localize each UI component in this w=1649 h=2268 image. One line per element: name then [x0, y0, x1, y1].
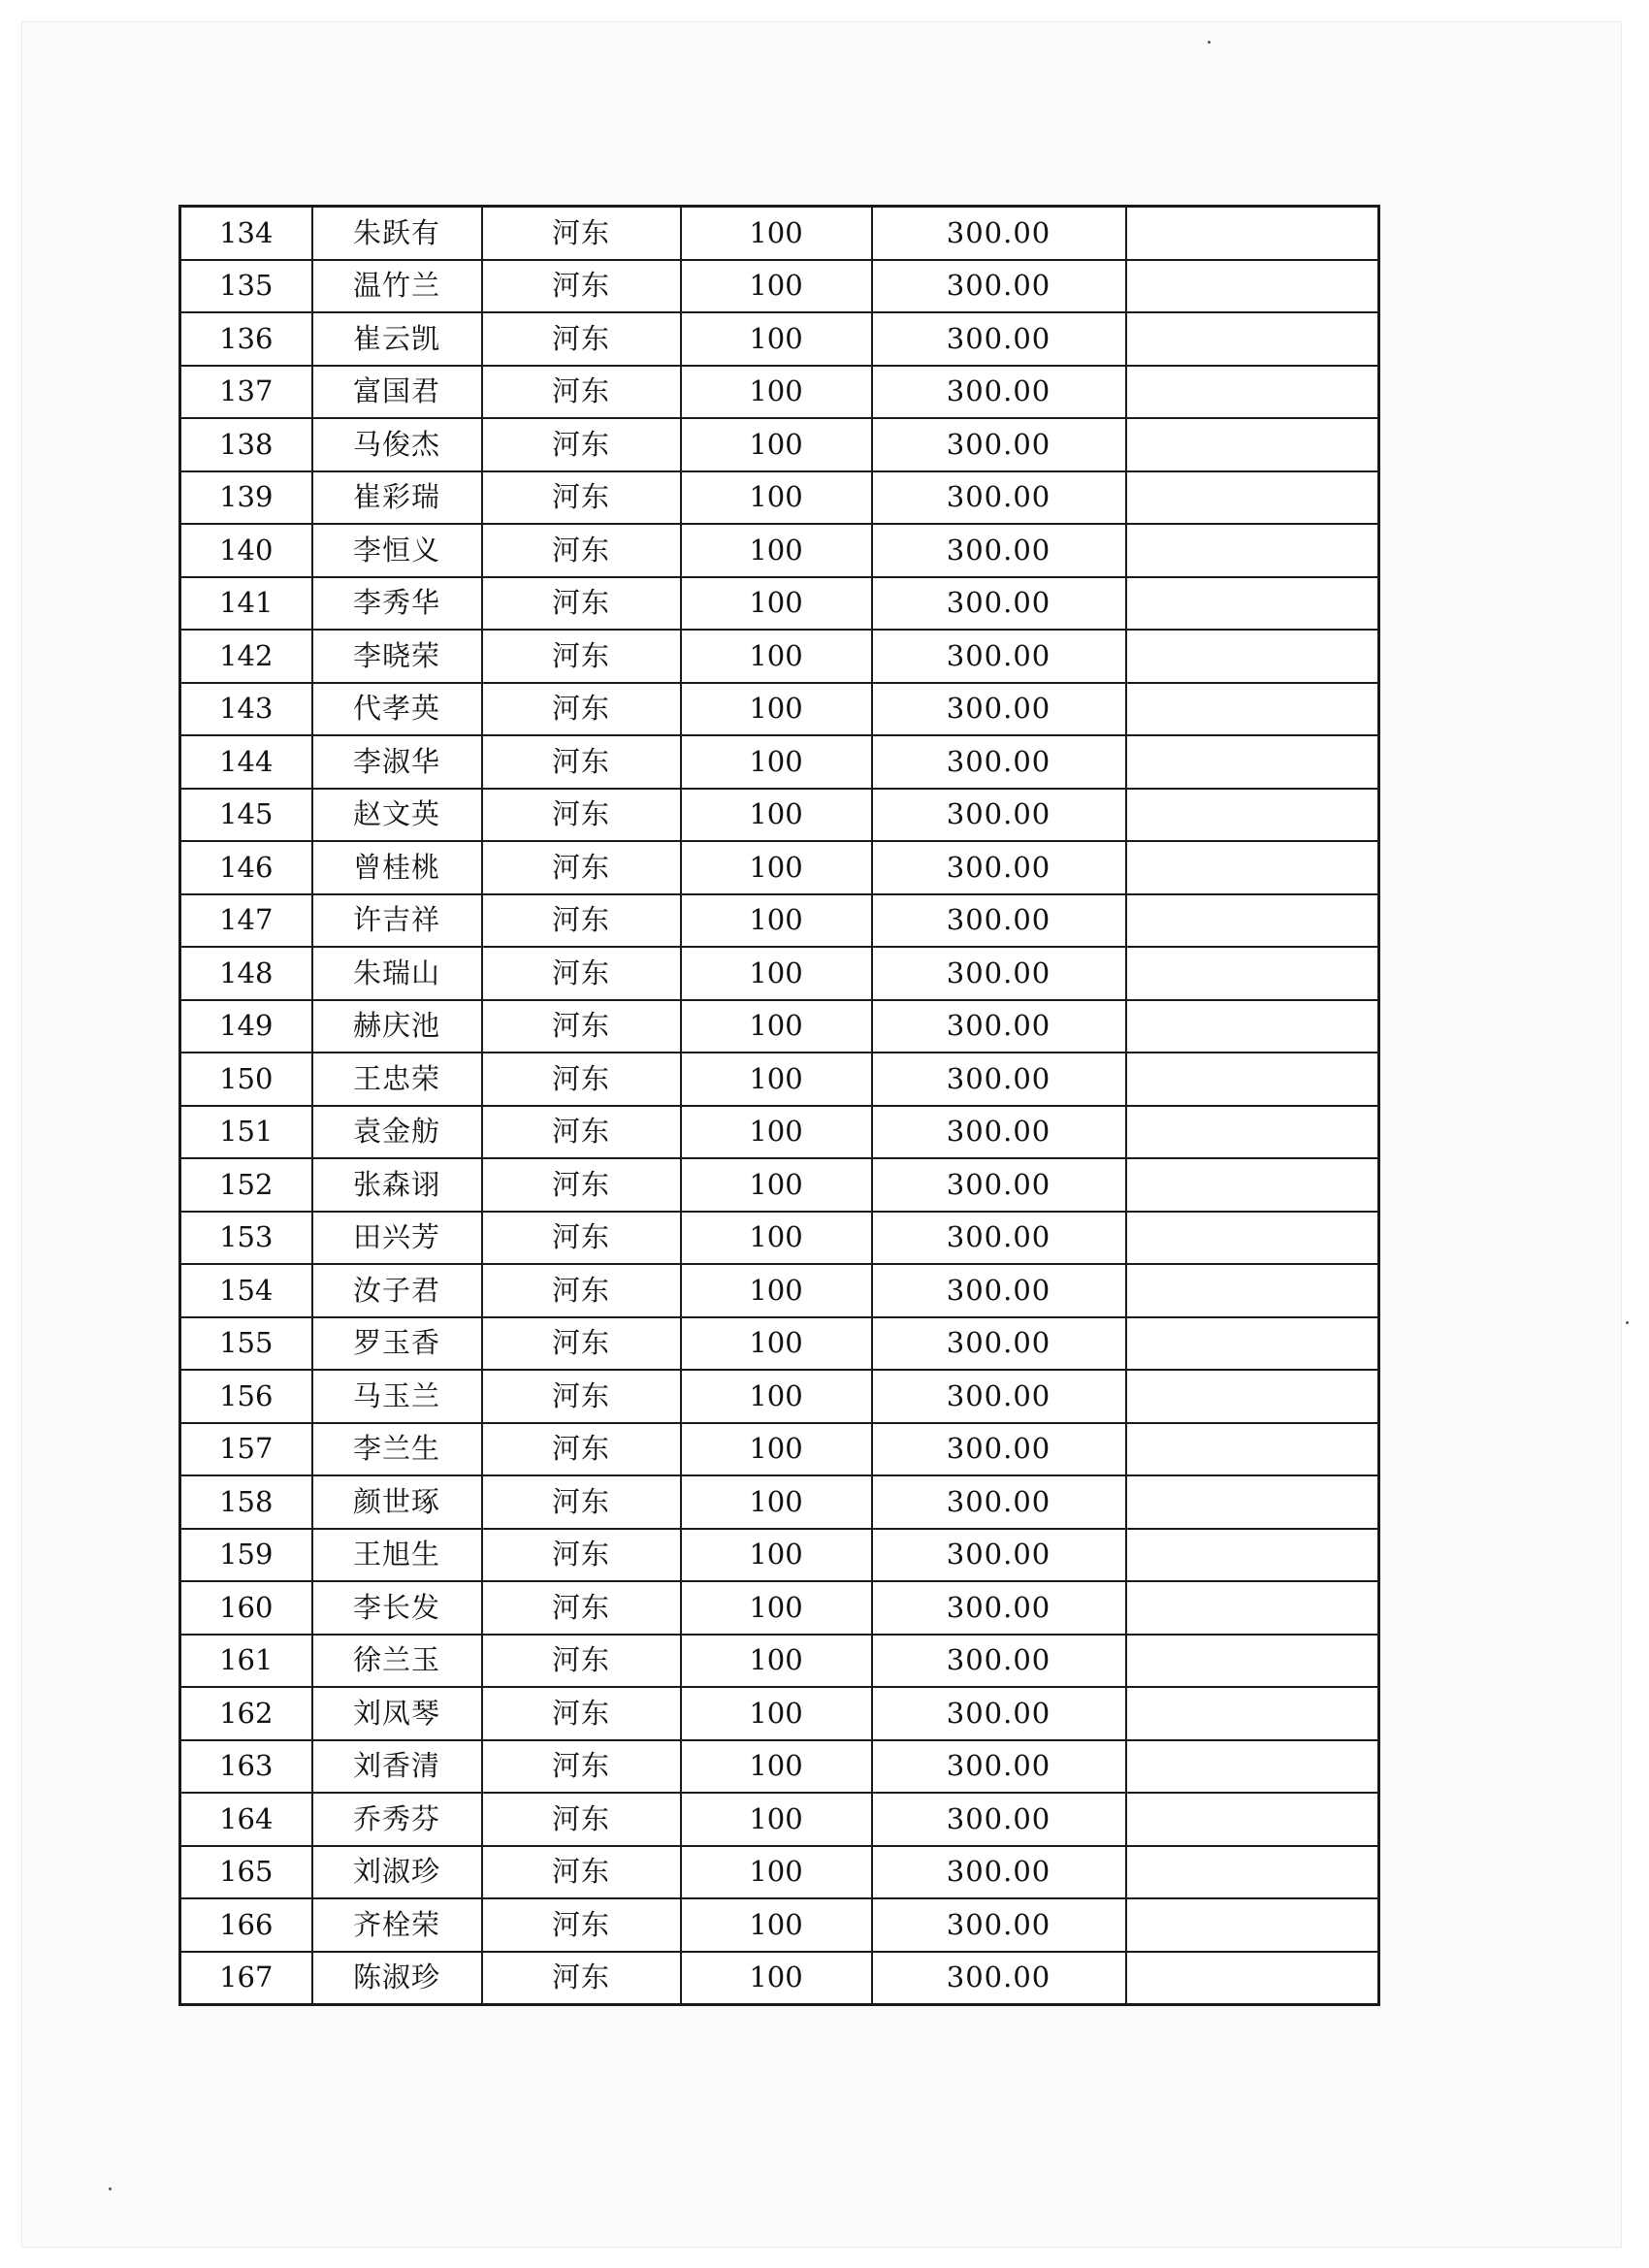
amount-value: 300.00	[872, 1793, 1126, 1846]
person-name: 王旭生	[312, 1529, 482, 1582]
area-name: 河东	[482, 1423, 681, 1476]
person-name: 乔秀芬	[312, 1793, 482, 1846]
note-cell	[1126, 1898, 1379, 1952]
quantity-value: 100	[681, 1529, 872, 1582]
quantity-value: 100	[681, 683, 872, 736]
amount-value: 300.00	[872, 1475, 1126, 1529]
table-row	[180, 1264, 1379, 1317]
area-name: 河东	[482, 312, 681, 366]
area-name: 河东	[482, 947, 681, 1000]
table-row	[180, 1158, 1379, 1212]
area-name: 河东	[482, 1687, 681, 1740]
area-name: 河东	[482, 789, 681, 842]
area-name: 河东	[482, 1000, 681, 1053]
table-row	[180, 1423, 1379, 1476]
area-name: 河东	[482, 577, 681, 631]
row-number: 146	[180, 841, 312, 894]
quantity-value: 100	[681, 1264, 872, 1317]
person-name: 李长发	[312, 1581, 482, 1635]
note-cell	[1126, 524, 1379, 577]
quantity-value: 100	[681, 1423, 872, 1476]
amount-value: 300.00	[872, 1581, 1126, 1635]
table-row	[180, 841, 1379, 894]
note-cell	[1126, 471, 1379, 525]
scan-speck	[1208, 41, 1211, 44]
person-name: 马俊杰	[312, 418, 482, 471]
amount-value: 300.00	[872, 1370, 1126, 1423]
scan-speck	[109, 2187, 112, 2190]
row-number: 154	[180, 1264, 312, 1317]
person-name: 马玉兰	[312, 1370, 482, 1423]
row-number: 144	[180, 735, 312, 789]
person-name: 赵文英	[312, 789, 482, 842]
table-row	[180, 577, 1379, 631]
amount-value: 300.00	[872, 1635, 1126, 1688]
area-name: 河东	[482, 418, 681, 471]
row-number: 145	[180, 789, 312, 842]
person-name: 朱瑞山	[312, 947, 482, 1000]
amount-value: 300.00	[872, 366, 1126, 419]
note-cell	[1126, 789, 1379, 842]
quantity-value: 100	[681, 1581, 872, 1635]
note-cell	[1126, 260, 1379, 313]
amount-value: 300.00	[872, 789, 1126, 842]
quantity-value: 100	[681, 207, 872, 260]
row-number: 140	[180, 524, 312, 577]
area-name: 河东	[482, 1370, 681, 1423]
area-name: 河东	[482, 1846, 681, 1899]
table-row	[180, 1212, 1379, 1265]
row-number: 162	[180, 1687, 312, 1740]
table-row	[180, 1635, 1379, 1688]
table-row	[180, 683, 1379, 736]
row-number: 142	[180, 630, 312, 683]
note-cell	[1126, 312, 1379, 366]
table-row	[180, 1106, 1379, 1159]
row-number: 148	[180, 947, 312, 1000]
table-row	[180, 1846, 1379, 1899]
note-cell	[1126, 1740, 1379, 1794]
note-cell	[1126, 894, 1379, 948]
quantity-value: 100	[681, 1898, 872, 1952]
person-name: 温竹兰	[312, 260, 482, 313]
amount-value: 300.00	[872, 1000, 1126, 1053]
table-row	[180, 418, 1379, 471]
table-row	[180, 630, 1379, 683]
table-row	[180, 1740, 1379, 1794]
note-cell	[1126, 630, 1379, 683]
note-cell	[1126, 1000, 1379, 1053]
amount-value: 300.00	[872, 1317, 1126, 1371]
note-cell	[1126, 1212, 1379, 1265]
area-name: 河东	[482, 1053, 681, 1106]
note-cell	[1126, 1846, 1379, 1899]
quantity-value: 100	[681, 524, 872, 577]
table-row	[180, 1898, 1379, 1952]
amount-value: 300.00	[872, 1158, 1126, 1212]
table-row	[180, 789, 1379, 842]
row-number: 151	[180, 1106, 312, 1159]
quantity-value: 100	[681, 1212, 872, 1265]
person-name: 颜世琢	[312, 1475, 482, 1529]
quantity-value: 100	[681, 1475, 872, 1529]
table-row	[180, 947, 1379, 1000]
quantity-value: 100	[681, 1106, 872, 1159]
row-number: 153	[180, 1212, 312, 1265]
table-row	[180, 366, 1379, 419]
row-number: 157	[180, 1423, 312, 1476]
row-number: 137	[180, 366, 312, 419]
area-name: 河东	[482, 1317, 681, 1371]
quantity-value: 100	[681, 947, 872, 1000]
person-name: 曾桂桃	[312, 841, 482, 894]
table-row	[180, 1053, 1379, 1106]
area-name: 河东	[482, 1264, 681, 1317]
note-cell	[1126, 1317, 1379, 1371]
row-number: 139	[180, 471, 312, 525]
amount-value: 300.00	[872, 630, 1126, 683]
person-name: 朱跃有	[312, 207, 482, 260]
person-name: 齐栓荣	[312, 1898, 482, 1952]
person-name: 李淑华	[312, 735, 482, 789]
table-row	[180, 894, 1379, 948]
row-number: 147	[180, 894, 312, 948]
amount-value: 300.00	[872, 735, 1126, 789]
amount-value: 300.00	[872, 312, 1126, 366]
amount-value: 300.00	[872, 471, 1126, 525]
quantity-value: 100	[681, 1158, 872, 1212]
note-cell	[1126, 735, 1379, 789]
person-name: 富国君	[312, 366, 482, 419]
row-number: 163	[180, 1740, 312, 1794]
amount-value: 300.00	[872, 1423, 1126, 1476]
row-number: 135	[180, 260, 312, 313]
row-number: 143	[180, 683, 312, 736]
quantity-value: 100	[681, 1846, 872, 1899]
row-number: 167	[180, 1952, 312, 2005]
area-name: 河东	[482, 1529, 681, 1582]
row-number: 160	[180, 1581, 312, 1635]
scan-speck	[1626, 1321, 1629, 1324]
area-name: 河东	[482, 1158, 681, 1212]
amount-value: 300.00	[872, 260, 1126, 313]
note-cell	[1126, 1106, 1379, 1159]
person-name: 汝子君	[312, 1264, 482, 1317]
table-row	[180, 1687, 1379, 1740]
amount-value: 300.00	[872, 1264, 1126, 1317]
row-number: 155	[180, 1317, 312, 1371]
quantity-value: 100	[681, 471, 872, 525]
amount-value: 300.00	[872, 577, 1126, 631]
person-name: 李晓荣	[312, 630, 482, 683]
person-name: 刘香清	[312, 1740, 482, 1794]
table-row	[180, 1793, 1379, 1846]
person-name: 李恒义	[312, 524, 482, 577]
table-row	[180, 735, 1379, 789]
quantity-value: 100	[681, 1793, 872, 1846]
quantity-value: 100	[681, 630, 872, 683]
note-cell	[1126, 1581, 1379, 1635]
row-number: 164	[180, 1793, 312, 1846]
table-row	[180, 1370, 1379, 1423]
row-number: 149	[180, 1000, 312, 1053]
amount-value: 300.00	[872, 1529, 1126, 1582]
note-cell	[1126, 207, 1379, 260]
quantity-value: 100	[681, 1053, 872, 1106]
row-number: 134	[180, 207, 312, 260]
quantity-value: 100	[681, 735, 872, 789]
note-cell	[1126, 1635, 1379, 1688]
row-number: 158	[180, 1475, 312, 1529]
row-number: 166	[180, 1898, 312, 1952]
area-name: 河东	[482, 630, 681, 683]
amount-value: 300.00	[872, 894, 1126, 948]
row-number: 138	[180, 418, 312, 471]
area-name: 河东	[482, 894, 681, 948]
person-name: 代孝英	[312, 683, 482, 736]
area-name: 河东	[482, 1106, 681, 1159]
person-name: 赫庆池	[312, 1000, 482, 1053]
amount-value: 300.00	[872, 1212, 1126, 1265]
area-name: 河东	[482, 1793, 681, 1846]
row-number: 150	[180, 1053, 312, 1106]
area-name: 河东	[482, 1475, 681, 1529]
amount-value: 300.00	[872, 1053, 1126, 1106]
note-cell	[1126, 1423, 1379, 1476]
quantity-value: 100	[681, 789, 872, 842]
area-name: 河东	[482, 207, 681, 260]
note-cell	[1126, 366, 1379, 419]
table-row	[180, 312, 1379, 366]
amount-value: 300.00	[872, 1740, 1126, 1794]
amount-value: 300.00	[872, 841, 1126, 894]
note-cell	[1126, 841, 1379, 894]
table-row	[180, 471, 1379, 525]
area-name: 河东	[482, 366, 681, 419]
note-cell	[1126, 577, 1379, 631]
area-name: 河东	[482, 1898, 681, 1952]
amount-value: 300.00	[872, 1952, 1126, 2005]
roster-table	[178, 205, 1380, 2006]
area-name: 河东	[482, 524, 681, 577]
person-name: 李秀华	[312, 577, 482, 631]
note-cell	[1126, 1370, 1379, 1423]
quantity-value: 100	[681, 577, 872, 631]
quantity-value: 100	[681, 312, 872, 366]
quantity-value: 100	[681, 418, 872, 471]
area-name: 河东	[482, 683, 681, 736]
note-cell	[1126, 1529, 1379, 1582]
area-name: 河东	[482, 841, 681, 894]
person-name: 许吉祥	[312, 894, 482, 948]
area-name: 河东	[482, 1952, 681, 2005]
row-number: 165	[180, 1846, 312, 1899]
table-row	[180, 207, 1379, 260]
note-cell	[1126, 947, 1379, 1000]
quantity-value: 100	[681, 1952, 872, 2005]
person-name: 徐兰玉	[312, 1635, 482, 1688]
area-name: 河东	[482, 1212, 681, 1265]
amount-value: 300.00	[872, 524, 1126, 577]
table-row	[180, 524, 1379, 577]
quantity-value: 100	[681, 366, 872, 419]
person-name: 李兰生	[312, 1423, 482, 1476]
person-name: 罗玉香	[312, 1317, 482, 1371]
quantity-value: 100	[681, 841, 872, 894]
amount-value: 300.00	[872, 1898, 1126, 1952]
row-number: 141	[180, 577, 312, 631]
row-number: 156	[180, 1370, 312, 1423]
amount-value: 300.00	[872, 418, 1126, 471]
area-name: 河东	[482, 1635, 681, 1688]
row-number: 159	[180, 1529, 312, 1582]
note-cell	[1126, 1264, 1379, 1317]
area-name: 河东	[482, 1740, 681, 1794]
note-cell	[1126, 1793, 1379, 1846]
note-cell	[1126, 1475, 1379, 1529]
note-cell	[1126, 1053, 1379, 1106]
quantity-value: 100	[681, 894, 872, 948]
person-name: 袁金舫	[312, 1106, 482, 1159]
amount-value: 300.00	[872, 207, 1126, 260]
area-name: 河东	[482, 260, 681, 313]
roster-table-body	[180, 207, 1379, 2005]
area-name: 河东	[482, 735, 681, 789]
quantity-value: 100	[681, 1687, 872, 1740]
person-name: 刘淑珍	[312, 1846, 482, 1899]
area-name: 河东	[482, 1581, 681, 1635]
person-name: 王忠荣	[312, 1053, 482, 1106]
table-row	[180, 1952, 1379, 2005]
quantity-value: 100	[681, 1370, 872, 1423]
note-cell	[1126, 1952, 1379, 2005]
table-row	[180, 1000, 1379, 1053]
person-name: 崔彩瑞	[312, 471, 482, 525]
table-row	[180, 1475, 1379, 1529]
row-number: 161	[180, 1635, 312, 1688]
quantity-value: 100	[681, 1740, 872, 1794]
table-row	[180, 260, 1379, 313]
person-name: 刘凤琴	[312, 1687, 482, 1740]
note-cell	[1126, 1158, 1379, 1212]
note-cell	[1126, 1687, 1379, 1740]
person-name: 陈淑珍	[312, 1952, 482, 2005]
table-row	[180, 1529, 1379, 1582]
amount-value: 300.00	[872, 1106, 1126, 1159]
quantity-value: 100	[681, 1317, 872, 1371]
note-cell	[1126, 683, 1379, 736]
row-number: 152	[180, 1158, 312, 1212]
table-row	[180, 1317, 1379, 1371]
note-cell	[1126, 418, 1379, 471]
row-number: 136	[180, 312, 312, 366]
amount-value: 300.00	[872, 947, 1126, 1000]
person-name: 田兴芳	[312, 1212, 482, 1265]
table-row	[180, 1581, 1379, 1635]
quantity-value: 100	[681, 260, 872, 313]
amount-value: 300.00	[872, 683, 1126, 736]
area-name: 河东	[482, 471, 681, 525]
quantity-value: 100	[681, 1635, 872, 1688]
person-name: 张森诩	[312, 1158, 482, 1212]
amount-value: 300.00	[872, 1687, 1126, 1740]
person-name: 崔云凯	[312, 312, 482, 366]
amount-value: 300.00	[872, 1846, 1126, 1899]
quantity-value: 100	[681, 1000, 872, 1053]
